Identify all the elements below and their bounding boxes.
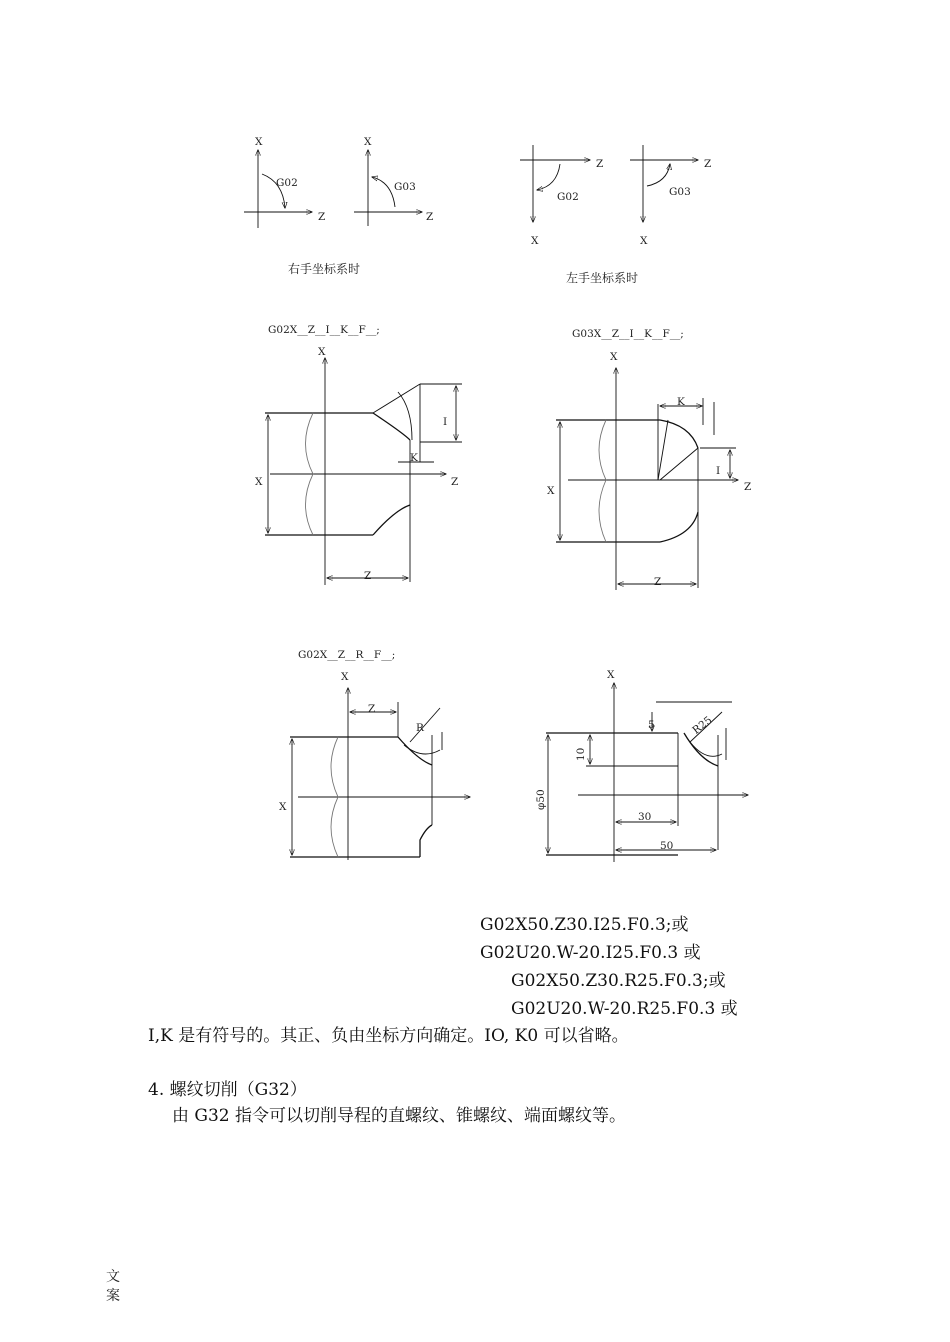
axis-z-label: Z — [596, 158, 604, 170]
axis-z-label: Z — [318, 211, 326, 223]
dim-x-label: X — [547, 485, 555, 497]
dim-5-label: 5 — [648, 719, 655, 731]
axis-z-label: Z — [704, 158, 712, 170]
left-hand-g02-diagram — [520, 145, 603, 247]
r-g02-diagram — [279, 649, 470, 860]
format-label: G02X__Z__I__K__F__; — [268, 324, 380, 336]
ik-g02-diagram — [255, 324, 462, 585]
axis-z-label: Z — [426, 211, 434, 223]
axis-x-label: X — [640, 235, 648, 247]
example-diagram — [535, 669, 748, 862]
dim-r-label: R — [416, 722, 424, 734]
g02-label: G02 — [276, 177, 298, 189]
ik-sign-note: I,K 是有符号的。其正、负由坐标方向确定。IO, K0 可以省略。 — [148, 1026, 629, 1046]
format-label: G02X__Z__R__F__; — [298, 649, 396, 661]
g02-label: G02 — [557, 191, 579, 203]
axis-x-label: X — [341, 671, 349, 683]
axis-x-label: X — [607, 669, 615, 681]
dim-x-label: X — [279, 801, 287, 813]
dim-z-label: Z — [364, 570, 372, 582]
code-line-1: G02X50.Z30.I25.F0.3;或 — [480, 915, 689, 935]
g03-label: G03 — [669, 186, 691, 198]
dim-x-label: X — [255, 476, 263, 488]
ik-g03-diagram — [547, 328, 751, 590]
footer-char: 文 — [106, 1269, 120, 1285]
right-hand-g03-diagram — [354, 136, 433, 226]
dim-k-label: K — [410, 452, 418, 464]
dim-phi50-label: φ50 — [535, 789, 547, 810]
dim-k-label: K — [677, 396, 685, 408]
dim-50-label: 50 — [660, 840, 674, 852]
left-hand-caption: 左手坐标系时 — [566, 271, 639, 285]
section-body: 由 G32 指令可以切削导程的直螺纹、锥螺纹、端面螺纹等。 — [172, 1106, 627, 1126]
axis-x-label: X — [531, 235, 539, 247]
g03-label: G03 — [394, 181, 416, 193]
axis-x-label: X — [255, 136, 263, 148]
dim-r25-label: R25 — [690, 714, 715, 737]
axis-z-label: Z — [451, 476, 459, 488]
axis-x-label: X — [318, 346, 326, 358]
dim-z-label: Z — [654, 576, 662, 588]
code-line-4: G02U20.W-20.R25.F0.3 或 — [511, 999, 738, 1019]
code-line-3: G02X50.Z30.R25.F0.3;或 — [511, 971, 726, 991]
right-hand-g02-diagram — [244, 136, 325, 228]
axis-z-label: Z — [744, 481, 752, 493]
format-label: G03X__Z__I__K__F__; — [572, 328, 684, 340]
dim-i-label: I — [443, 416, 448, 428]
axis-x-label: X — [610, 351, 618, 363]
dim-10-label: 10 — [575, 747, 587, 761]
footer-mark — [106, 1268, 126, 1306]
right-hand-caption: 右手坐标系时 — [288, 262, 361, 276]
section-heading: 4. 螺纹切削（G32） — [148, 1080, 307, 1100]
code-line-2: G02U20.W-20.I25.F0.3 或 — [480, 943, 701, 963]
footer-char: 案 — [106, 1288, 120, 1304]
dim-z-label: Z — [368, 703, 376, 715]
axis-x-label: X — [364, 136, 372, 148]
left-hand-g03-diagram — [630, 145, 711, 247]
dim-30-label: 30 — [638, 811, 652, 823]
dim-i-label: I — [716, 465, 721, 477]
